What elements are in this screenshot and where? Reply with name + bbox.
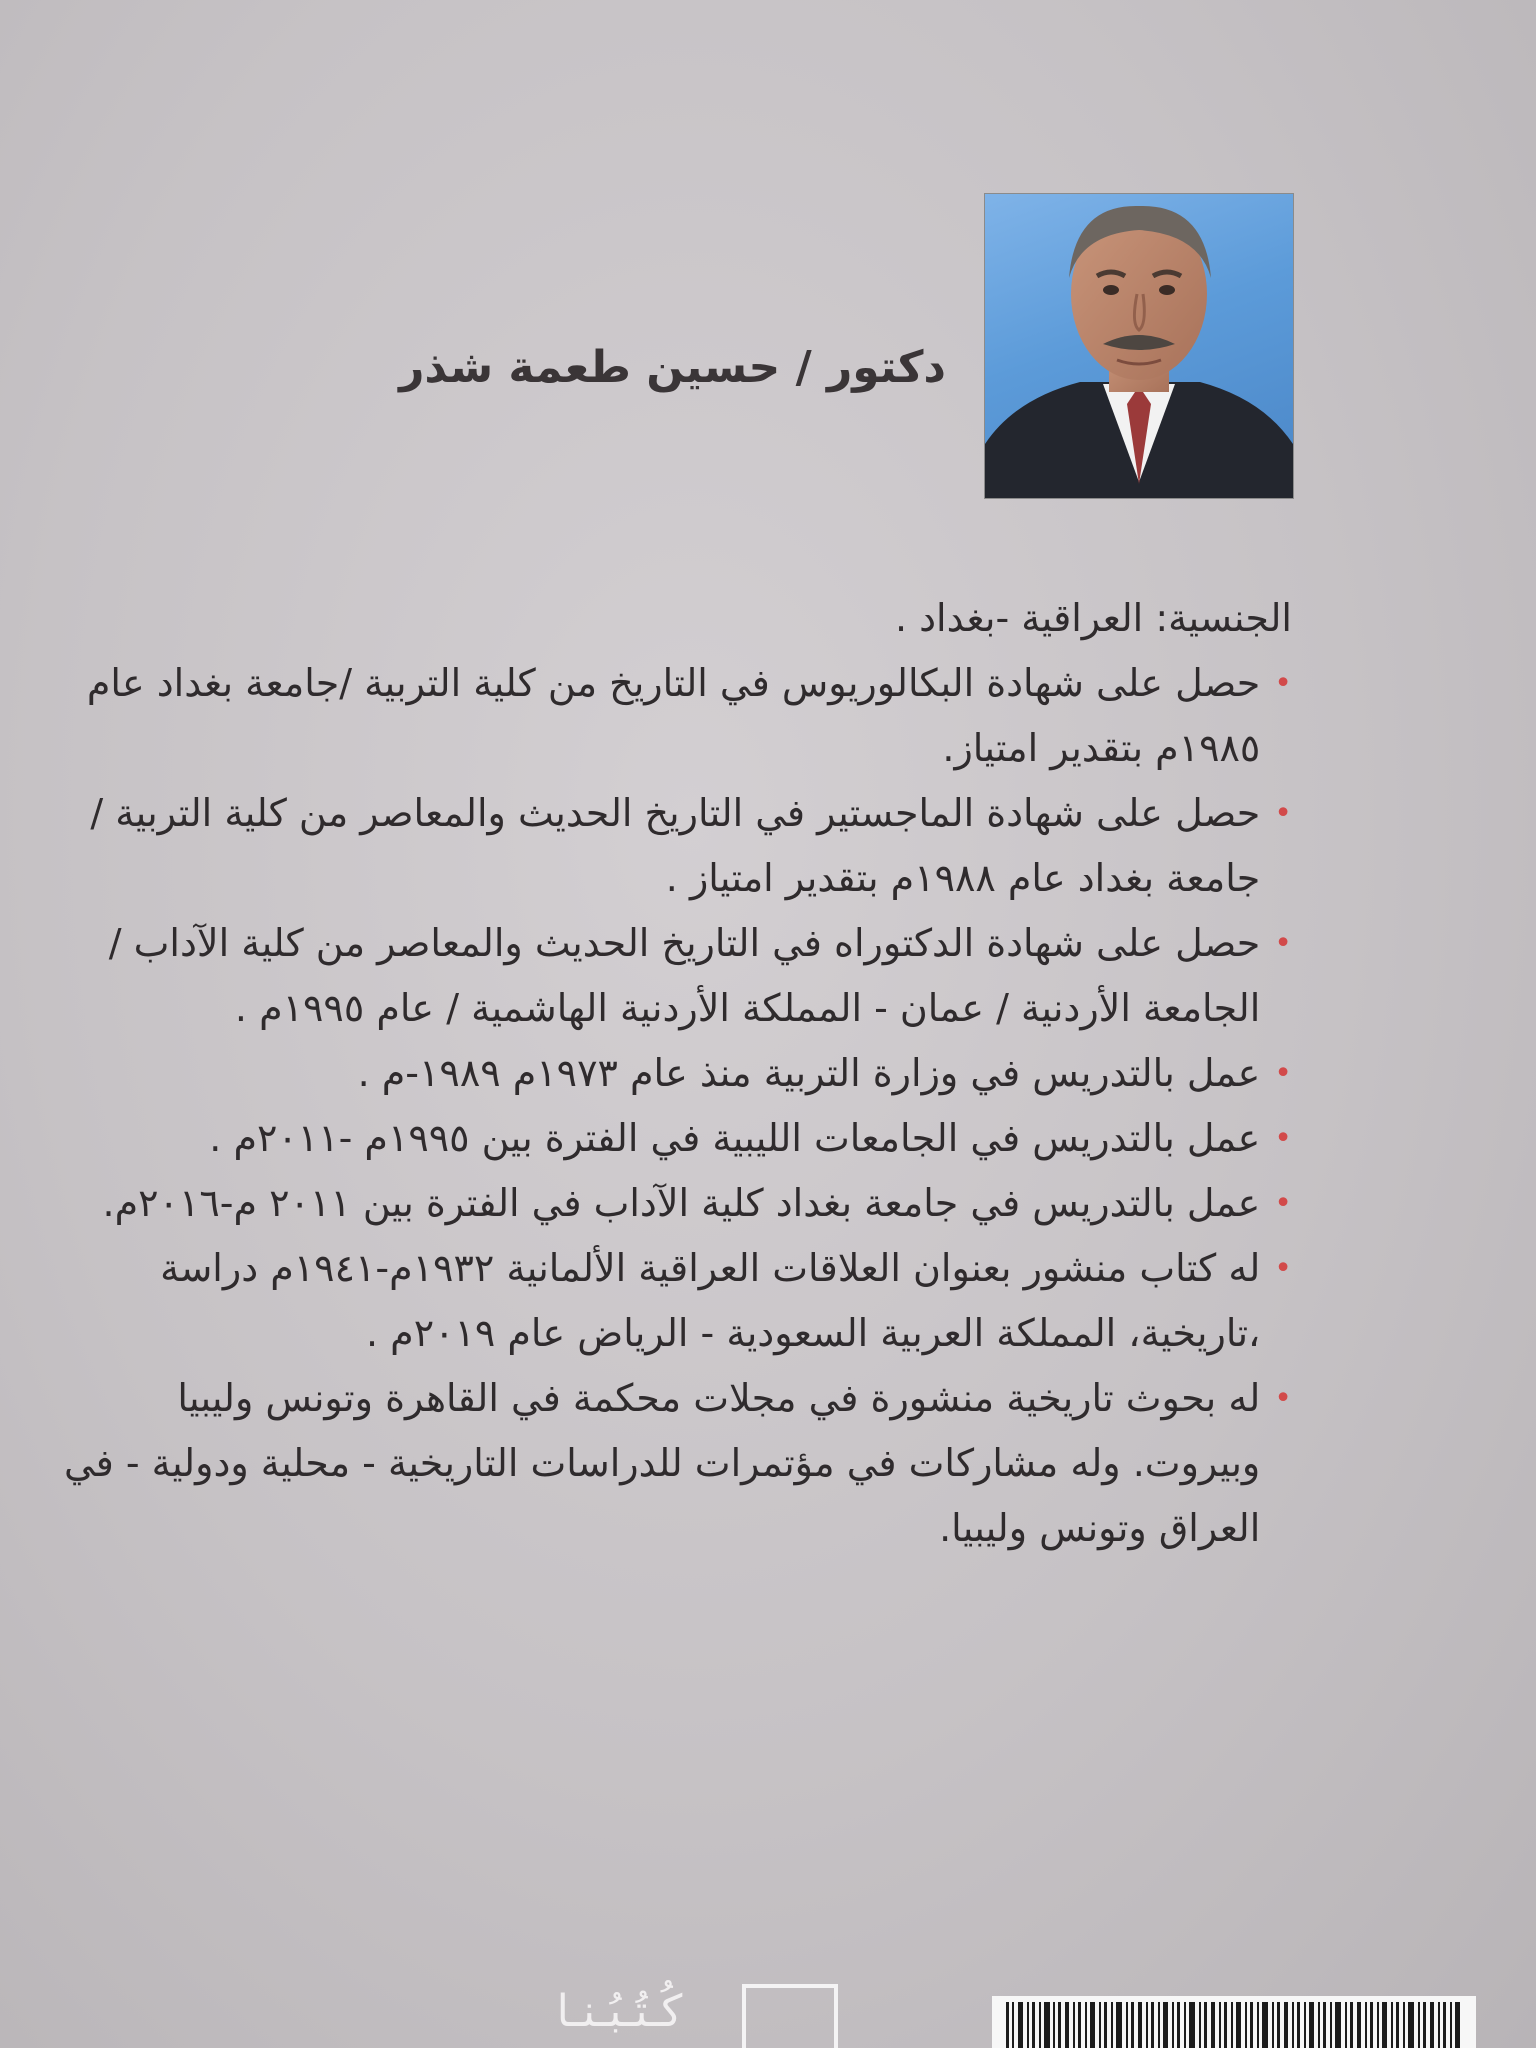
bio-item-text: له بحوث تاريخية منشورة في مجلات محكمة في القاهرة وتونس وليبيا وبيروت. وله مشاركات في مؤتمرات للدراسات التاريخية - محلية ودولية - في العراق وتونس وليبيا.: [63, 1376, 1261, 1550]
bio-item-text: عمل بالتدريس في جامعة بغداد كلية الآداب في الفترة بين ٢٠١١ م-٢٠١٦م.: [102, 1181, 1261, 1225]
bio-item: [47, 1236, 1292, 1366]
bullet-icon: •: [1274, 666, 1292, 701]
bio-item-text: عمل بالتدريس في وزارة التربية منذ عام ١٩٧٣م ١٩٨٩-م .: [357, 1051, 1261, 1095]
bullet-icon: •: [1274, 1121, 1292, 1156]
bullet-icon: •: [1274, 1056, 1292, 1091]
author-bio: [47, 586, 1292, 1561]
nationality-line: الجنسية: العراقية -بغداد .: [894, 596, 1292, 640]
bio-item: [47, 651, 1292, 781]
barcode-icon: [992, 1996, 1476, 2048]
barcode: [992, 1996, 1476, 2048]
bullet-icon: •: [1274, 1381, 1292, 1416]
bio-item: [47, 1041, 1292, 1106]
bullet-icon: •: [1274, 1251, 1292, 1286]
publisher-name: كُـتُـبُـنـا: [556, 1986, 683, 2037]
bullet-icon: •: [1274, 796, 1292, 831]
bullet-icon: •: [1274, 926, 1292, 961]
bullet-icon: •: [1274, 1186, 1292, 1221]
publisher-mark-icon: [742, 1984, 838, 2048]
bio-item-text: عمل بالتدريس في الجامعات الليبية في الفترة بين ١٩٩٥م -٢٠١١م .: [209, 1116, 1261, 1160]
publisher-logo: [512, 1980, 872, 2048]
author-photo: [985, 194, 1293, 498]
bio-item: [47, 1366, 1292, 1561]
bio-item: [47, 1171, 1292, 1236]
bio-item: [47, 781, 1292, 911]
bio-item-text: حصل على شهادة البكالوريوس في التاريخ من كلية التربية /جامعة بغداد عام ١٩٨٥م بتقدير امتياز.: [86, 661, 1261, 770]
bio-item-text: حصل على شهادة الدكتوراه في التاريخ الحديث والمعاصر من كلية الآداب / الجامعة الأردنية / عمان - المملكة الأردنية الهاشمية / عام ١٩٩٥م .: [108, 921, 1261, 1030]
author-portrait-image: [985, 194, 1293, 498]
bio-item: [47, 911, 1292, 1041]
bio-item-text: له كتاب منشور بعنوان العلاقات العراقية الألمانية ١٩٣٢م-١٩٤١م دراسة ،تاريخية، المملكة العربية السعودية - الرياض عام ٢٠١٩م .: [160, 1246, 1261, 1355]
author-name: دكتور / حسين طعمة شذر: [399, 342, 946, 393]
bio-item: [47, 1106, 1292, 1171]
bio-item-text: حصل على شهادة الماجستير في التاريخ الحديث والمعاصر من كلية التربية / جامعة بغداد عام ١٩٨٨م بتقدير امتياز .: [90, 791, 1261, 900]
